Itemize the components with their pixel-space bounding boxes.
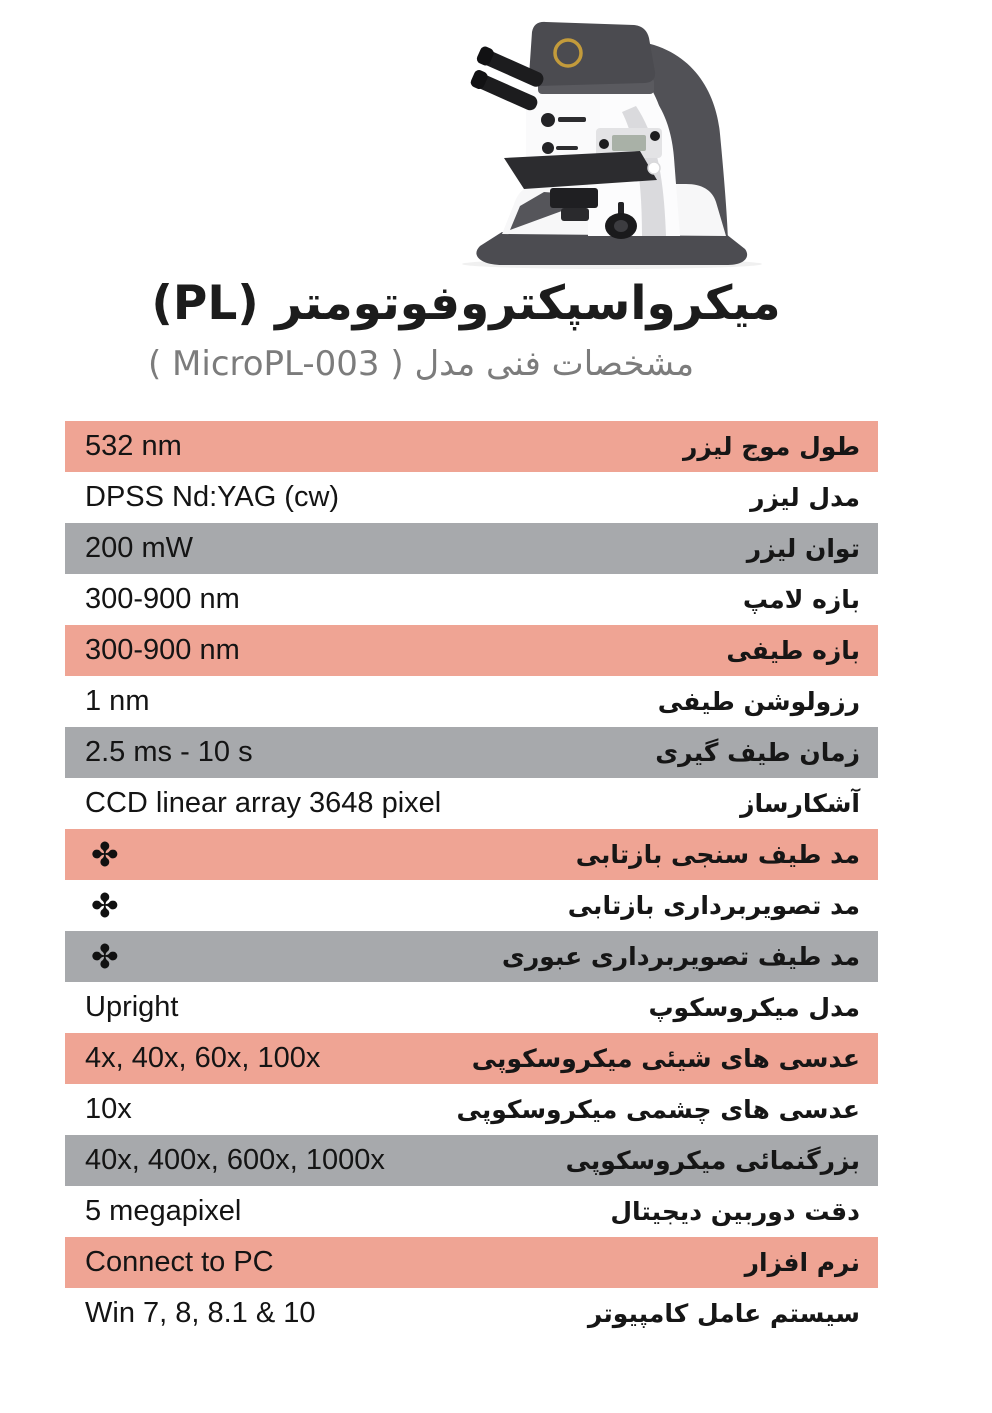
spec-label: مد طیف تصویربرداری عبوری: [501, 942, 860, 971]
spec-row: [65, 676, 878, 727]
spec-value: 10x: [85, 1093, 132, 1125]
spec-value: 300-900 nm: [85, 583, 240, 615]
spec-label: طول موج لیزر: [682, 432, 860, 461]
spec-label: بزرگنمائی میکروسکوپی: [565, 1146, 860, 1175]
feature-check-icon: ✤: [91, 835, 119, 874]
spec-row: [65, 931, 878, 982]
spec-value: Upright: [85, 991, 179, 1023]
microscope-icon: [440, 8, 780, 270]
spec-label: رزولوشن طیفی: [657, 687, 860, 716]
spec-value: 4x, 40x, 60x, 100x: [85, 1042, 321, 1074]
microscope-illustration: [440, 8, 780, 270]
spec-value: Connect to PC: [85, 1246, 274, 1278]
spec-row: [65, 523, 878, 574]
spec-label: مد تصویربرداری بازتابی: [567, 891, 860, 920]
feature-check-icon: ✤: [91, 886, 119, 925]
spec-value: 200 mW: [85, 532, 193, 564]
spec-row: [65, 727, 878, 778]
spec-value: DPSS Nd:YAG (cw): [85, 481, 340, 513]
spec-row: [65, 1033, 878, 1084]
spec-row: [65, 625, 878, 676]
spec-row: [65, 574, 878, 625]
page-subtitle: مشخصات فنی مدل ( MicroPL-003 ): [147, 344, 695, 384]
spec-row: [65, 1288, 878, 1339]
spec-row: [65, 880, 878, 931]
spec-row: [65, 472, 878, 523]
spec-label: دقت دوربین دیجیتال: [610, 1197, 860, 1226]
spec-value: 5 megapixel: [85, 1195, 242, 1227]
spec-label: مد طیف سنجی بازتابی: [575, 840, 860, 869]
spec-row: [65, 982, 878, 1033]
spec-label: عدسی های چشمی میکروسکوپی: [456, 1095, 860, 1124]
spec-label: مدل لیزر: [750, 483, 860, 512]
spec-label: آشکارساز: [740, 789, 860, 818]
spec-value: CCD linear array 3648 pixel: [85, 787, 442, 819]
spec-value: Win 7, 8, 8.1 & 10: [85, 1297, 316, 1329]
spec-label: سیستم عامل کامپیوتر: [587, 1299, 860, 1328]
spec-label: بازه طیفی: [726, 636, 860, 665]
spec-label: توان لیزر: [746, 534, 860, 563]
spec-table: [65, 421, 878, 1339]
spec-label: عدسی های شیئی میکروسکوپی: [471, 1044, 860, 1073]
spec-label: نرم افزار: [744, 1248, 860, 1277]
spec-row: [65, 1135, 878, 1186]
spec-value: 532 nm: [85, 430, 182, 462]
spec-value: 300-900 nm: [85, 634, 240, 666]
spec-value: 1 nm: [85, 685, 150, 717]
spec-row: [65, 421, 878, 472]
spec-row: [65, 1186, 878, 1237]
spec-row: [65, 829, 878, 880]
feature-check-icon: ✤: [91, 937, 119, 976]
spec-label: زمان طیف گیری: [655, 738, 860, 767]
spec-label: بازه لامپ: [742, 585, 860, 614]
spec-value: 2.5 ms - 10 s: [85, 736, 253, 768]
spec-value: 40x, 400x, 600x, 1000x: [85, 1144, 385, 1176]
page-title: میکرواسپکتروفوتومتر (PL): [151, 276, 781, 331]
spec-row: [65, 1237, 878, 1288]
spec-label: مدل میکروسکوپ: [648, 993, 860, 1022]
spec-row: [65, 1084, 878, 1135]
spec-row: [65, 778, 878, 829]
